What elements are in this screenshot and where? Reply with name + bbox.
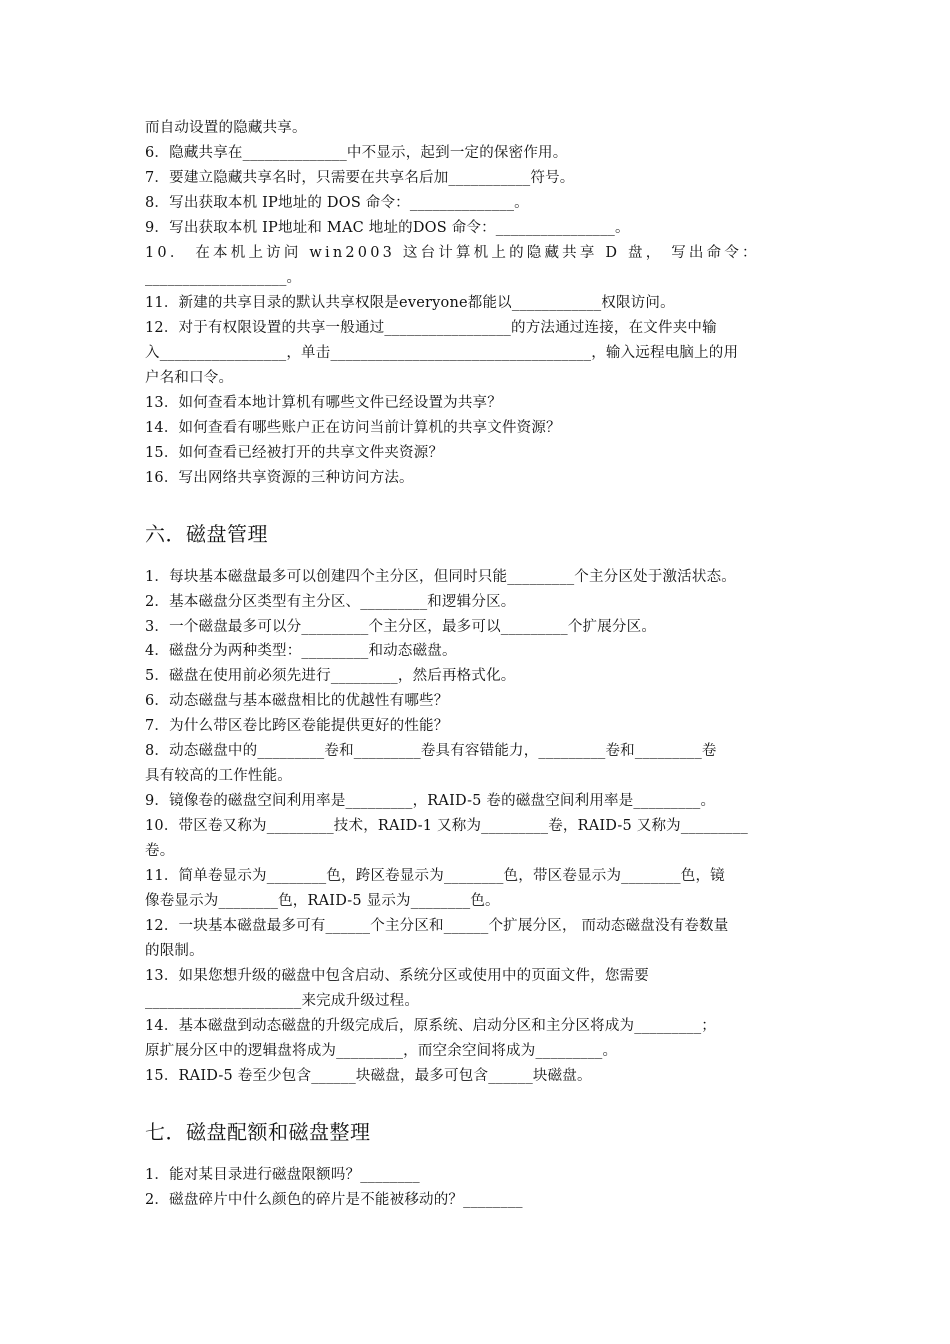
question-6-7: 7．为什么带区卷比跨区卷能提供更好的性能？ — [145, 718, 449, 734]
question-7-1: 1．能对某目录进行磁盘限额吗？________ — [145, 1167, 420, 1183]
question-5-13: 13．如何查看本地计算机有哪些文件已经设置为共享？ — [145, 395, 502, 411]
question-5-16: 16．写出网络共享资源的三种访问方法。 — [145, 470, 414, 486]
question-6-2: 2．基本磁盘分区类型有主分区、_________和逻辑分区。 — [145, 594, 516, 610]
question-6-8-cont: 具有较高的工作性能。 — [145, 768, 292, 784]
question-5-10-answer: ___________________。 — [145, 270, 302, 286]
section-heading-disk-quota: 七．磁盘配额和磁盘整理 — [145, 1120, 371, 1144]
question-5-8: 8．写出获取本机 IP地址的 DOS 命令：______________。 — [145, 195, 529, 211]
question-6-1: 1．每块基本磁盘最多可以创建四个主分区，但同时只能_________个主分区处于激活状态。 — [145, 569, 736, 585]
question-6-9: 9．镜像卷的磁盘空间利用率是_________，RAID-5 卷的磁盘空间利用率是_________。 — [145, 793, 716, 809]
question-5-14: 14．如何查看有哪些账户正在访问当前计算机的共享文件资源？ — [145, 420, 561, 436]
question-6-6: 6．动态磁盘与基本磁盘相比的优越性有哪些？ — [145, 693, 449, 709]
question-6-12-cont: 的限制。 — [145, 943, 204, 959]
question-6-14: 14．基本磁盘到动态磁盘的升级完成后，原系统、启动分区和主分区将成为_________； — [145, 1018, 716, 1034]
question-6-5: 5．磁盘在使用前必须先进行_________，然后再格式化。 — [145, 668, 516, 684]
question-6-13-cont: _____________________来完成升级过程。 — [145, 993, 420, 1009]
question-6-10-cont: 卷。 — [145, 843, 175, 859]
question-5-11: 11．新建的共享目录的默认共享权限是everyone都能以____________权限访问。 — [145, 295, 675, 311]
question-6-14-cont: 原扩展分区中的逻辑盘将成为_________，而空余空间将成为_________。 — [145, 1043, 618, 1059]
question-6-8: 8．动态磁盘中的_________卷和_________卷具有容错能力，_________卷和_________卷 — [145, 743, 717, 759]
question-6-11-cont: 像卷显示为________色，RAID-5 显示为________色。 — [145, 893, 500, 909]
question-5-10: 10． 在本机上访问 win2003 这台计算机上的隐藏共享 D 盘， 写出命令： — [145, 245, 760, 261]
question-6-13: 13．如果您想升级的磁盘中包含启动、系统分区或使用中的页面文件，您需要 — [145, 968, 649, 984]
question-6-10: 10．带区卷又称为_________技术，RAID-1 又称为_________卷，RAID-5 又称为_________ — [145, 818, 748, 834]
question-6-11: 11．简单卷显示为________色，跨区卷显示为________色，带区卷显示为________色，镜 — [145, 868, 725, 884]
question-6-3: 3．一个磁盘最多可以分_________个主分区，最多可以_________个扩展分区。 — [145, 619, 657, 635]
question-5-15: 15．如何查看已经被打开的共享文件夹资源？ — [145, 445, 444, 461]
question-5-6: 6．隐藏共享在______________中不显示，起到一定的保密作用。 — [145, 145, 568, 161]
question-5-12-cont: 入_________________，单击___________________________________，输入远程电脑上的用 — [145, 345, 739, 361]
question-5-7: 7．要建立隐藏共享名时，只需要在共享名后加___________符号。 — [145, 170, 575, 186]
question-5-12: 12．对于有权限设置的共享一般通过_________________的方法通过连接，在文件夹中输 — [145, 320, 717, 336]
section-heading-disk-management: 六．磁盘管理 — [145, 522, 268, 546]
question-5-12-cont: 户名和口令。 — [145, 370, 234, 386]
question-6-12: 12．一块基本磁盘最多可有______个主分区和______个扩展分区， 而动态磁盘没有卷数量 — [145, 918, 729, 934]
question-6-4: 4．磁盘分为两种类型：_________和动态磁盘。 — [145, 643, 457, 659]
text-line: 而自动设置的隐藏共享。 — [145, 120, 307, 136]
question-7-2: 2．磁盘碎片中什么颜色的碎片是不能被移动的？________ — [145, 1192, 523, 1208]
question-5-9: 9．写出获取本机 IP地址和 MAC 地址的DOS 命令：________________。 — [145, 220, 630, 236]
question-6-15: 15．RAID-5 卷至少包含______块磁盘，最多可包含______块磁盘。 — [145, 1068, 592, 1084]
